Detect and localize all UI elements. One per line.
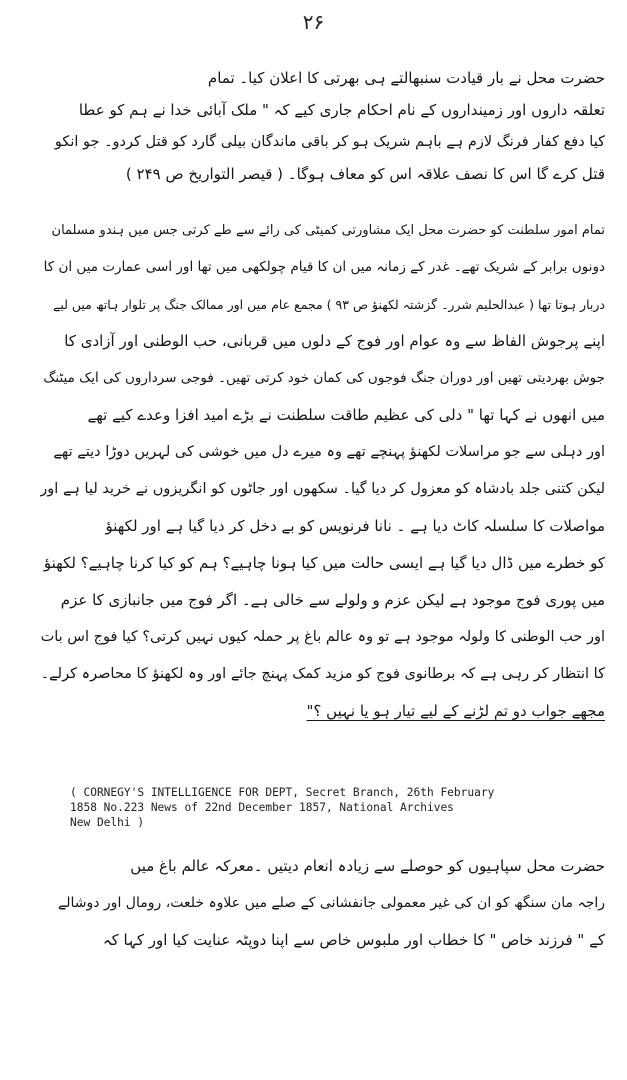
text-line: دربار ہوتا تھا ( عبدالحلیم شرر۔ گزشتہ لکھنؤ ص ۹۳ ) مجمع عام میں اور ممالک جنگ پر تلوار ہاتھ میں لیے: [53, 297, 605, 312]
citation-line: New Delhi ): [70, 816, 145, 829]
text-line: میں انھوں نے کہا تھا " دلی کی عظیم طاقت سلطنت نے بڑے امید افزا وعدے کیے تھے: [87, 406, 605, 424]
paragraph-2: [40, 212, 605, 730]
text-line: تعلقہ داروں اور زمینداروں کے نام احکام جاری کیے کہ " ملک آبائی خدا نے ہم کو عطا: [78, 101, 605, 119]
citation: [70, 785, 570, 830]
citation-line: ( CORNEGY'S INTELLIGENCE FOR DEPT, Secret Branch, 26th February: [70, 786, 495, 799]
text-line: حضرت محل سپاہیوں کو حوصلے سے زیادہ انعام دیتیں ۔معرکہ عالم باغ میں: [130, 857, 605, 875]
text-line: جوش بھردیتی تھیں اور دوران جنگ فوجوں کی کمان خود کرتی تھیں۔ فوجی سرداروں کی ایک میٹنگ: [43, 370, 605, 386]
text-line: کیا دفع کفار فرنگ لازم ہے باہم شریک ہو کر باقی ماندگان بیلی گارد کو قتل کردو۔ جو انکو: [54, 134, 605, 150]
paragraph-1: [40, 62, 605, 190]
paragraph-3: [40, 848, 605, 959]
text-line: مجھے جواب دو تم لڑنے کے لیے تیار ہو یا نہیں ؟": [306, 702, 605, 720]
text-line: اور دہلی سے جو مراسلات لکھنؤ پہنچے تھے وہ میرے دل میں خوشی کی لہریں دوڑا دیتے تھے: [53, 444, 605, 460]
page-number: ۲۶: [302, 10, 325, 34]
text-line: مواصلات کا سلسلہ کاٹ دیا ہے ۔ نانا فرنویس کو بے دخل کر دیا گیا ہے اور لکھنؤ: [105, 517, 605, 535]
text-line: اور حب الوطنی کا ولولہ موجود ہے تو وہ عالم باغ پر حملہ کیوں نہیں کرتی؟ کیا فوج اس بات: [40, 629, 605, 645]
citation-line: 1858 No.223 News of 22nd December 1857, National Archives: [70, 801, 454, 814]
text-line: کو خطرے میں ڈال دیا گیا ہے ایسی حالت میں کیا ہونا چاہیے؟ ہم کو کیا کرنا چاہیے؟ لکھنؤ: [43, 554, 605, 572]
text-line: راجہ مان سنگھ کو ان کی غیر معمولی جانفشانی کے صلے میں علاوہ خلعت، رومال اور دوشالے: [58, 895, 605, 911]
text-line: دونوں برابر کے شریک تھے۔ غدر کے زمانہ میں ان کا قیام چولکھی میں تھا اور اسی عمارت میں ان کا: [43, 259, 605, 275]
text-line: قتل کرے گا اس کا نصف علاقہ اس کو معاف ہوگا۔ ( قیصر التواریخ ص ۲۴۹ ): [125, 165, 605, 183]
text-line: میں پوری فوج موجود ہے لیکن عزم و ولولے سے خالی ہے۔ اگر فوج میں جانبازی کا عزم: [60, 591, 605, 609]
text-line: کا انتظار کر رہی ہے کہ برطانوی فوج کو مزید کمک پہنچ جائے اور وہ لکھنؤ کا محاصرہ کرلے۔: [40, 666, 605, 682]
text-line: کے " فرزند خاص " کا خطاب اور ملبوس خاص سے اپنا دوپٹہ عنایت کیا اور کہا کہ: [102, 931, 605, 949]
text-line: لیکن کتنی جلد بادشاہ کو معزول کر دیا گیا۔ سکھوں اور جاٹوں کو انگریزوں نے خرید لیا ہے اور: [40, 481, 605, 497]
text-line: حضرت محل نے بار قیادت سنبھالتے ہی بھرتی کا اعلان کیا۔ تمام: [207, 69, 605, 87]
text-line: اپنے پرجوش الفاظ سے وہ عوام اور فوج کے دلوں میں قربانی، حب الوطنی اور آزادی کا: [64, 332, 605, 350]
text-line: تمام امور سلطنت کو حضرت محل ایک مشاورتی کمیٹی کی رائے سے طے کرتی جس میں ہندو مسلمان: [51, 223, 605, 238]
